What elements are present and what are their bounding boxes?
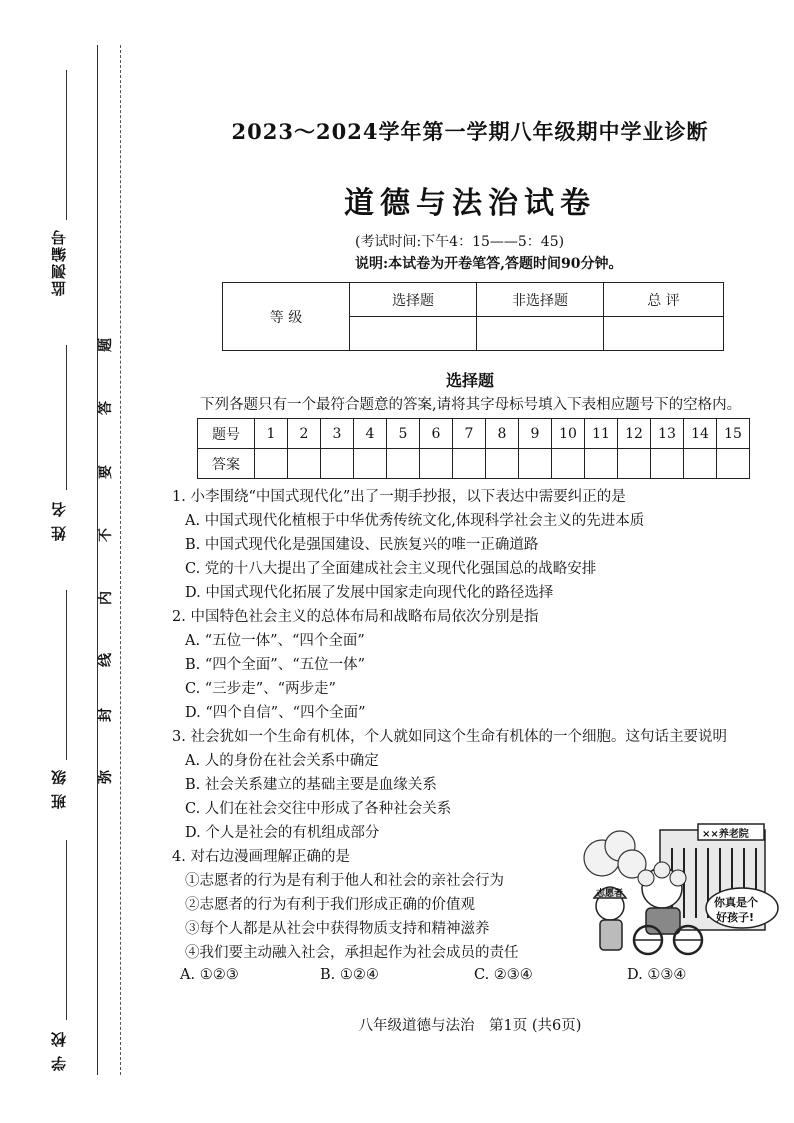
- answer-cell[interactable]: [552, 449, 585, 479]
- question-2-stem: 2. 中国特色社会主义的总体布局和战略布局依次分别是指: [172, 609, 539, 625]
- question-3-option-c: C. 人们在社会交往中形成了各种社会关系: [185, 801, 452, 817]
- question-number: 11: [585, 419, 618, 449]
- seal-char: 不: [98, 528, 114, 542]
- question-number: 14: [684, 419, 717, 449]
- label-class: 班 级: [50, 768, 68, 810]
- answer-cell[interactable]: [519, 449, 552, 479]
- answer-cell[interactable]: [255, 449, 288, 479]
- binding-solid-line: [97, 45, 98, 1075]
- volunteer-cap-text: 志愿者: [596, 889, 624, 899]
- question-number: 6: [420, 419, 453, 449]
- question-1-option-d: D. 中国式现代化拓展了发展中国家走向现代化的路径选择: [185, 585, 554, 601]
- grade-header-total: 总 评: [604, 283, 724, 317]
- question-3-option-a: A. 人的身份在社会关系中确定: [185, 753, 379, 769]
- section-title: 选择题: [445, 371, 494, 390]
- nursing-home-sign: ××养老院: [702, 829, 749, 840]
- grade-cell-choice[interactable]: [350, 317, 477, 351]
- question-4-option-a: A. ①②③: [180, 967, 239, 983]
- question-number: 15: [717, 419, 750, 449]
- field-line-monitor-number: [66, 70, 67, 220]
- question-number: 7: [453, 419, 486, 449]
- answer-cell[interactable]: [288, 449, 321, 479]
- question-number: 1: [255, 419, 288, 449]
- question-4-option-c: C. ②③④: [474, 967, 533, 983]
- exam-time: (考试时间:下午4：15——5：45): [355, 234, 565, 250]
- answer-table-number-label: 题号: [198, 419, 255, 449]
- field-line-school: [66, 840, 67, 1020]
- question-4-statement-3: ③每个人都是从社会中获得物质支持和精神滋养: [185, 921, 490, 937]
- label-school: 学 校: [50, 1030, 68, 1072]
- question-2-option-b: B. “四个全面”、“五位一体”: [185, 657, 366, 673]
- answer-table-answer-label: 答案: [198, 449, 255, 479]
- seal-char: 线: [98, 653, 114, 667]
- answer-cell[interactable]: [453, 449, 486, 479]
- question-number: 4: [354, 419, 387, 449]
- question-number: 12: [618, 419, 651, 449]
- question-4-option-b: B. ①②④: [320, 967, 379, 983]
- question-3-stem: 3. 社会犹如一个生命有机体，个人就如同这个生命有机体的一个细胞。这句话主要说明: [172, 729, 727, 745]
- field-line-class: [66, 590, 67, 760]
- grade-header-nonchoice: 非选择题: [477, 283, 604, 317]
- question-number: 9: [519, 419, 552, 449]
- question-4-statement-4: ④我们要主动融入社会，承担起作为社会成员的责任: [185, 945, 519, 961]
- question-4-statement-1: ①志愿者的行为是有利于他人和社会的亲社会行为: [185, 873, 504, 889]
- answer-cell[interactable]: [486, 449, 519, 479]
- seal-char: 内: [98, 591, 114, 605]
- question-3-option-b: B. 社会关系建立的基础主要是血缘关系: [185, 777, 437, 793]
- answer-cell[interactable]: [651, 449, 684, 479]
- label-name: 姓 名: [50, 500, 68, 542]
- grade-cell-nonchoice[interactable]: [477, 317, 604, 351]
- question-3-option-d: D. 个人是社会的有机组成部分: [185, 825, 380, 841]
- question-2-option-a: A. “五位一体”、“四个全面”: [185, 633, 365, 649]
- binding-dashed-line: [120, 45, 121, 1075]
- seal-char: 弥: [98, 770, 114, 784]
- speech-line-2: 好孩子!: [716, 911, 755, 924]
- seal-char: 封: [98, 708, 114, 722]
- question-1-option-b: B. 中国式现代化是强国建设、民族复兴的唯一正确道路: [185, 537, 539, 553]
- label-monitor-number: 监测编号: [50, 228, 68, 296]
- answer-cell[interactable]: [321, 449, 354, 479]
- subject-title: 道德与法治试卷: [344, 186, 596, 221]
- answer-cell[interactable]: [618, 449, 651, 479]
- answer-cell[interactable]: [585, 449, 618, 479]
- question-number: 8: [486, 419, 519, 449]
- answer-table: [197, 418, 750, 479]
- answer-cell[interactable]: [420, 449, 453, 479]
- volunteer-cartoon: [580, 818, 780, 958]
- answer-cell[interactable]: [354, 449, 387, 479]
- answer-cell[interactable]: [684, 449, 717, 479]
- question-4-option-d: D. ①③④: [627, 967, 687, 983]
- question-4-stem: 4. 对右边漫画理解正确的是: [172, 849, 350, 865]
- question-4-statement-2: ②志愿者的行为有利于我们形成正确的价值观: [185, 897, 475, 913]
- question-number: 3: [321, 419, 354, 449]
- exam-title: 2023～2024学年第一学期八年级期中学业诊断: [231, 119, 709, 144]
- question-1-stem: 1. 小李围绕“中国式现代化”出了一期手抄报，以下表达中需要纠正的是: [172, 489, 626, 505]
- question-number: 10: [552, 419, 585, 449]
- answer-cell[interactable]: [387, 449, 420, 479]
- question-number: 13: [651, 419, 684, 449]
- seal-char: 要: [98, 465, 114, 479]
- seal-char: 答: [98, 401, 114, 415]
- grade-cell-total[interactable]: [604, 317, 724, 351]
- question-1-option-a: A. 中国式现代化植根于中华优秀传统文化,体现科学社会主义的先进本质: [185, 513, 645, 529]
- exam-note: 说明:本试卷为开卷笔答,答题时间90分钟。: [355, 256, 623, 272]
- seal-char: 题: [98, 338, 114, 352]
- section-instruction: 下列各题只有一个最符合题意的答案,请将其字母标号填入下表相应题号下的空格内。: [200, 397, 742, 413]
- answer-cell[interactable]: [717, 449, 750, 479]
- grade-row-label: 等 级: [223, 283, 350, 351]
- grade-header-choice: 选择题: [350, 283, 477, 317]
- question-number: 2: [288, 419, 321, 449]
- question-number: 5: [387, 419, 420, 449]
- question-1-option-c: C. 党的十八大提出了全面建成社会主义现代化强国总的战略安排: [185, 561, 597, 577]
- field-line-name: [66, 345, 67, 490]
- page-footer: 八年级道德与法治 第1页 (共6页): [358, 1018, 582, 1034]
- question-2-option-d: D. “四个自信”、“四个全面”: [185, 705, 366, 721]
- question-2-option-c: C. “三步走”、“两步走”: [185, 681, 336, 697]
- grade-table: [222, 282, 724, 351]
- speech-line-1: 你真是个: [714, 896, 758, 909]
